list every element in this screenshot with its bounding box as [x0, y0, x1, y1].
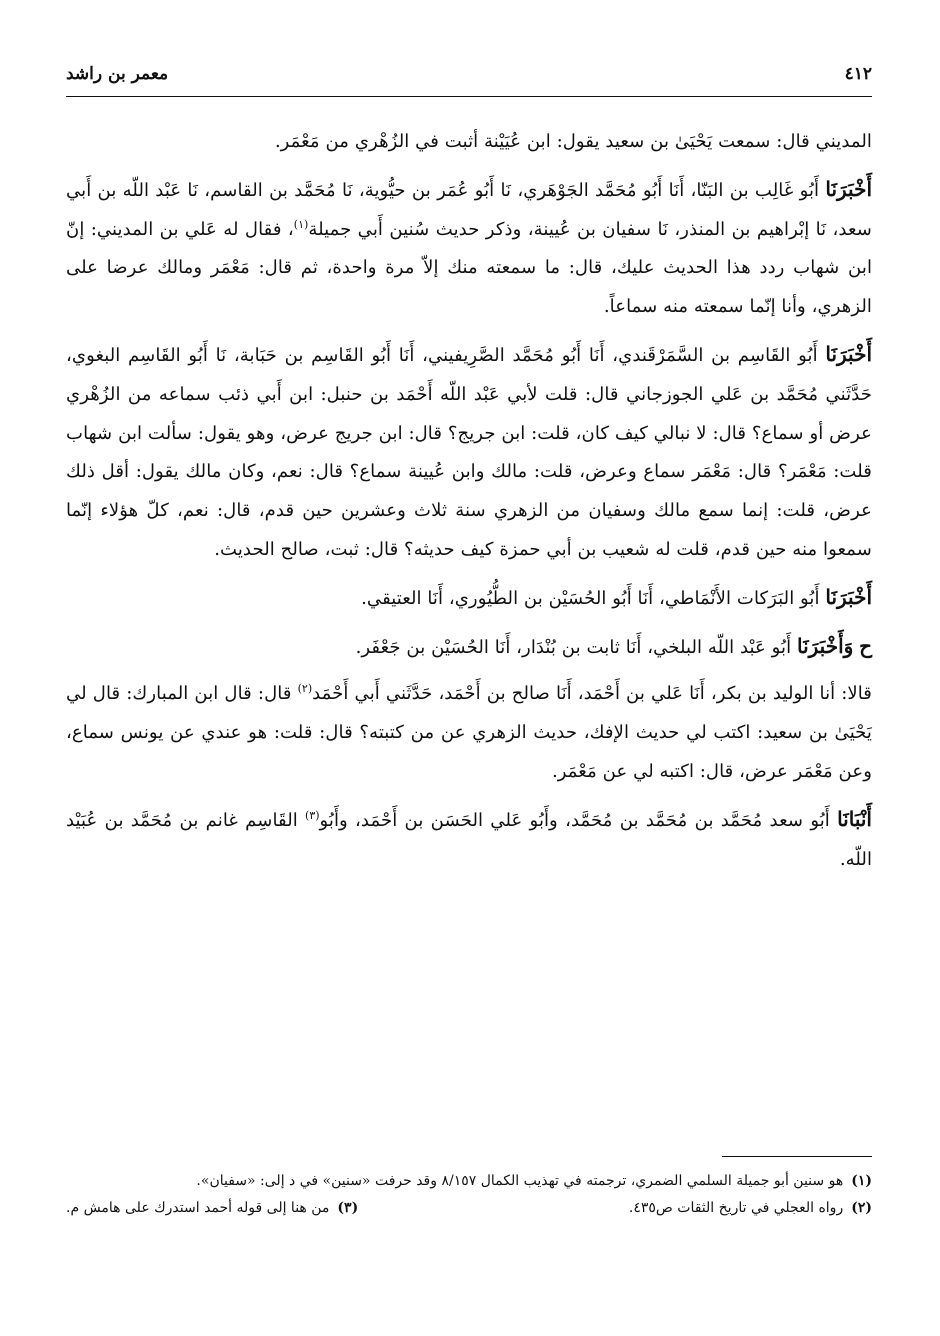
paragraph-text: أَبُو القَاسِم بن السَّمَرْقَندي، أَنَا أَبُو مُحَمَّد الصَّرِيفيني، أَنَا أَبُو القَاسِم بن حَبَابة، نَا أَبُو القَاسِم البغوي، حَدَّثَني مُحَمَّد بن عَلي الجوزجاني قال: قلت لأبي عَبْد اللّه أَحْمَد بن حنبل: ابن أَبي ذئب سماعه من الزُهْري عرض أو سماع؟ قال: لا نبالي كيف كان، قلت: ابن جريج؟ قال: ابن جريج عرض، وهو يقول: سألت ابن شهاب قلت: مَعْمَر؟ قال: مَعْمَر سماع وعرض، قلت: مالك وابن عُيينة سماع؟ قال: نعم، وكان مالك يقول: أقل ذلك عرض، قلت: إنما سمع مالك وسفيان من الزهري سنة ثلاث وعشرين حين قدم، قال: نعم، كلّ هؤلاء إنّما سمعوا منه حين قدم، قلت له شعيب بن أبي حمزة كيف حديثه؟ قال: ثبت، صالح الحديث.	[66, 344, 872, 560]
book-page	[66, 56, 872, 1296]
paragraph-text: أَبُو البَرَكات الأَنْمَاطي، أَنَا أَبُو الحُسَيْن بن الطُّيُوري، أَنَا العتيقي.	[361, 587, 826, 609]
footnote-separator	[722, 1156, 872, 1157]
footnote-3	[66, 1195, 358, 1222]
paragraph-lead-word: أَخْبَرَنَا	[825, 176, 872, 201]
running-title: معمر بن راشد	[66, 64, 169, 84]
footnote-2	[629, 1195, 872, 1222]
paragraph-5	[66, 627, 872, 668]
paragraph-text: أَبُو عَبْد اللّه البلخي، أَنَا ثابت بن بُنْدَار، أَنَا الحُسَيْن بن جَعْفَر.	[355, 636, 797, 658]
paragraph-text-continued: ، فقال له عَلي بن المديني: إنّ ابن شهاب ردد هذا الحديث عليك، قال: ما سمعته منك إلاّ مرة واحدة، ثم قال: مَعْمَر ومالك عرضا على الزهري، وأنا إنّما سمعته منه سماعاً.	[66, 218, 872, 318]
footnote-text: رواه العجلي في تاريخ الثقات ص٤٣٥.	[628, 1200, 844, 1216]
paragraph-text: أَبُو غَالِب بن البَنّا، أَنَا أَبُو مُحَمَّد الجَوْهَري، نَا أَبُو عُمَر بن حيُّوية، نَا مُحَمَّد بن القاسم، نَا عَبْد اللّه بن أَبي سعد، نَا إبْراهيم بن المنذر، نَا سفيان بن عُيينة، وذكر حديث سُنين أَبي جميلة	[66, 179, 872, 240]
paragraph-7	[66, 800, 872, 880]
paragraph-4	[66, 578, 872, 619]
paragraph-6	[66, 675, 872, 791]
paragraph-3	[66, 335, 872, 570]
running-head	[66, 56, 872, 97]
paragraph-lead-word: أَنْبَانَا	[837, 806, 872, 831]
paragraph-1	[66, 123, 872, 162]
paragraph-text-continued: قال: قال ابن المبارك: قال لي يَحْيَىٰ بن سعيد: اكتب لي حديث الإفك، حديث الزهري عن من كتبته؟ قال: قلت: هو عندي عن يونس سماع، وعن مَعْمَر عرض، قال: اكتبه لي عن مَعْمَر.	[66, 683, 872, 782]
main-text	[66, 123, 872, 879]
footnote-marker-2: (٢)	[297, 682, 313, 696]
footnote-marker-1: (١)	[293, 217, 309, 231]
paragraph-2	[66, 170, 872, 327]
paragraph-text: قالا: أنا الوليد بن بكر، أَنَا عَلي بن أَحْمَد، أَنَا صالح بن أَحْمَد، حَدَّثَني أَبي أَحْمَد	[312, 683, 873, 705]
paragraph-lead-word: وَأَخْبَرَنَا	[796, 633, 854, 658]
paragraph-text: أَبُو سعد مُحَمَّد بن مُحَمَّد بن مُحَمَّد، وأَبُو عَلي الحَسَن بن أَحْمَد، وأَبُو	[319, 809, 838, 831]
footnote-row	[66, 1195, 872, 1222]
page-number: ٤١٢	[844, 64, 872, 84]
paragraph-lead-word: أَخْبَرَنَا	[825, 341, 872, 366]
paragraph-lead-word: أَخْبَرَنَا	[825, 584, 872, 609]
paragraph-text: المديني قال: سمعت يَحْيَىٰ بن سعيد يقول: ابن عُيَيْنة أثبت في الزُهْري من مَعْمَر.	[274, 131, 872, 152]
footnote-marker-3: (٣)	[305, 808, 320, 822]
tahwil-mark: ح	[859, 633, 872, 658]
footnotes	[66, 1168, 872, 1222]
footnote-number: (١)	[851, 1173, 872, 1189]
footnote-number: (٢)	[851, 1200, 872, 1216]
footnote-1	[66, 1168, 872, 1195]
paragraph-text-continued: القَاسِم غانم بن مُحَمَّد بن عُبَيْد اللّه.	[66, 809, 872, 870]
footnote-text: هو سنين أبو جميلة السلمي الضمري، ترجمته في تهذيب الكمال ٨/١٥٧ وقد حرفت «سنين» في د إلى: «سفيان».	[196, 1173, 844, 1189]
footnote-text: من هنا إلى قوله أحمد استدرك على هامش م.	[66, 1200, 330, 1216]
footnote-number: (٣)	[337, 1200, 359, 1216]
